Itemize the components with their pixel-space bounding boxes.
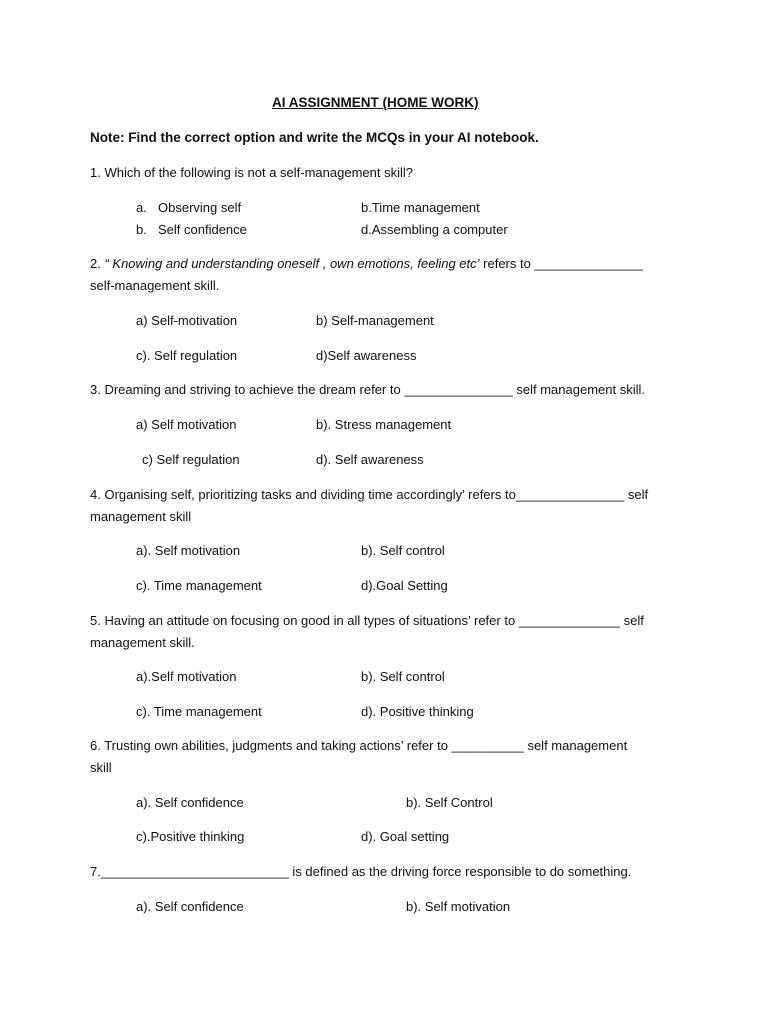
q2-quote: “ Knowing and understanding oneself , own emotions, feeling etc’: [104, 256, 480, 271]
q4-option-c: c). Time management: [136, 578, 262, 593]
q1-option-c: Self confidence: [158, 222, 247, 237]
q2-rest: refers to _______________: [479, 256, 643, 271]
question-4-line-2: management skill: [90, 509, 192, 524]
question-6-line-2: skill: [90, 760, 112, 775]
q1-option-a: Observing self: [158, 200, 242, 215]
q5-option-c: c). Time management: [136, 704, 262, 719]
q6-option-a: a). Self confidence: [136, 795, 244, 810]
q1-option-d: d.Assembling a computer: [361, 222, 508, 237]
q4-option-b: b). Self control: [361, 543, 445, 558]
page-title: AI ASSIGNMENT (HOME WORK): [272, 95, 479, 110]
q4-option-d: d).Goal Setting: [361, 578, 448, 593]
q2-option-b: b) Self-management: [316, 313, 434, 328]
question-7: 7.__________________________ is defined as the driving force responsible to do something.: [90, 864, 632, 879]
question-2: [90, 255, 643, 273]
q2-option-c: c). Self regulation: [136, 348, 238, 363]
q1-option-c-marker: b.: [136, 222, 147, 237]
q3-option-b: b). Stress management: [316, 417, 452, 432]
question-4: 4. Organising self, prioritizing tasks and dividing time accordingly’ refers to_______________ self: [90, 487, 649, 502]
question-1: 1. Which of the following is not a self-management skill?: [90, 165, 413, 180]
q4-option-a: a). Self motivation: [136, 543, 241, 558]
q5-option-b: b). Self control: [361, 669, 445, 684]
instruction-note: Note: Find the correct option and write the MCQs in your AI notebook.: [90, 130, 539, 145]
q2-number: 2.: [90, 256, 101, 271]
q2-option-d: d)Self awareness: [316, 348, 417, 363]
q5-option-a: a).Self motivation: [136, 669, 237, 684]
q1-option-b: b.Time management: [361, 200, 480, 215]
q6-option-b: b). Self Control: [406, 795, 493, 810]
question-2-line-2: self-management skill.: [90, 278, 220, 293]
q7-option-a: a). Self confidence: [136, 899, 244, 914]
question-3: 3. Dreaming and striving to achieve the dream refer to _______________ self management skill.: [90, 382, 645, 397]
q3-option-a: a) Self motivation: [136, 417, 237, 432]
q3-option-c: c) Self regulation: [142, 452, 240, 467]
question-5-line-2: management skill.: [90, 635, 195, 650]
question-6: 6. Trusting own abilities, judgments and taking actions’ refer to __________ self management: [90, 738, 628, 753]
question-5: 5. Having an attitude on focusing on good in all types of situations’ refer to ______________ self: [90, 613, 644, 628]
q1-option-a-marker: a.: [136, 200, 147, 215]
q6-option-c: c).Positive thinking: [136, 829, 245, 844]
q5-option-d: d). Positive thinking: [361, 704, 474, 719]
q3-option-d: d). Self awareness: [316, 452, 424, 467]
q2-option-a: a) Self-motivation: [136, 313, 238, 328]
q6-option-d: d). Goal setting: [361, 829, 450, 844]
q7-option-b: b). Self motivation: [406, 899, 511, 914]
